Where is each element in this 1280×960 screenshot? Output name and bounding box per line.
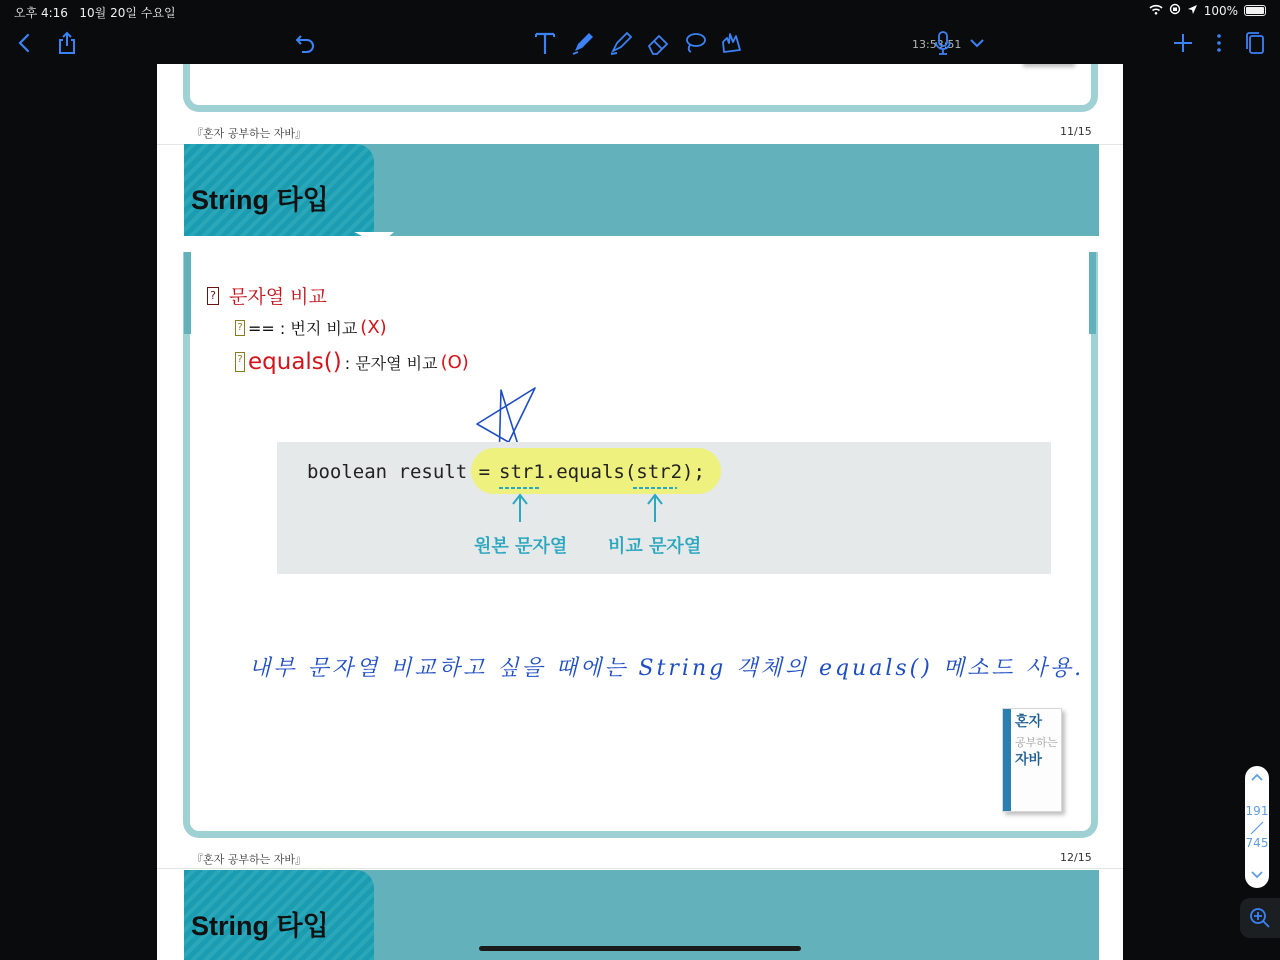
previous-footer-title: 『혼자 공부하는 자바』 <box>192 127 307 140</box>
book-cover <box>1002 708 1062 812</box>
bullet2-text: : 문자열 비교 <box>344 353 438 373</box>
microphone-button[interactable] <box>928 28 958 58</box>
more-vertical-icon <box>1215 32 1223 54</box>
previous-footer-page: 11/15 <box>1060 125 1092 138</box>
text-tool-button[interactable] <box>530 28 560 58</box>
code-prefix: boolean result = <box>307 461 502 483</box>
bullet-icon: ? <box>207 287 219 305</box>
eraser-icon <box>645 30 671 56</box>
location-icon <box>1187 4 1198 18</box>
footer-title: 『혼자 공부하는 자바』 <box>192 853 307 866</box>
sub-bullet-icon: ? <box>235 352 245 372</box>
home-indicator <box>479 946 801 951</box>
book-title-line1: 혼자 <box>1015 714 1043 730</box>
pages-icon <box>1244 31 1266 55</box>
battery-icon <box>1244 5 1266 16</box>
slide-title: String 타입 <box>191 185 329 215</box>
chevron-up-icon[interactable] <box>1250 772 1264 782</box>
undo-icon <box>294 32 316 54</box>
page-scroller[interactable] <box>1245 766 1269 888</box>
zoom-in-icon <box>1249 907 1271 929</box>
page-divider <box>157 868 1123 869</box>
chevron-down-icon <box>969 37 985 49</box>
label-original-string: 원본 문자열 <box>474 536 568 557</box>
bullet-equals-compare <box>235 349 469 375</box>
pen-tool-button[interactable] <box>568 28 598 58</box>
bullet1-text: == : 번지 비교 <box>248 319 358 338</box>
lasso-icon <box>682 30 708 56</box>
footer-page: 12/15 <box>1060 851 1092 864</box>
previous-slide <box>183 64 1098 112</box>
total-page-number: 745 <box>1245 836 1269 850</box>
next-slide-title: String 타입 <box>191 911 329 941</box>
handwritten-note: 내부 문자열 비교하고 싶을 때에는 String 객체의 equals() 메소드 사용. <box>249 656 1085 681</box>
bullet2-method: equals() <box>248 349 342 375</box>
pages-button[interactable] <box>1240 28 1270 58</box>
shape-tool-icon <box>718 30 744 56</box>
recording-menu-button[interactable] <box>962 28 992 58</box>
right-accent <box>1089 252 1096 334</box>
status-right <box>1149 3 1266 18</box>
bullet2-mark: (O) <box>440 351 469 373</box>
text-tool-icon <box>533 30 557 56</box>
microphone-icon <box>933 30 953 56</box>
left-accent <box>184 252 191 334</box>
label-compare-string: 비교 문자열 <box>608 536 702 557</box>
back-button[interactable] <box>10 28 40 58</box>
undo-button[interactable] <box>290 28 320 58</box>
rotation-lock-icon <box>1169 3 1181 18</box>
toolbar <box>0 22 1280 64</box>
bullet1-mark: (X) <box>360 317 387 338</box>
wifi-icon <box>1149 4 1163 18</box>
plus-icon <box>1172 32 1194 54</box>
lasso-tool-button[interactable] <box>680 28 710 58</box>
chevron-left-icon <box>15 32 35 54</box>
section-heading-text: 문자열 비교 <box>229 286 327 308</box>
add-page-button[interactable] <box>1168 28 1198 58</box>
shape-tool-button[interactable] <box>716 28 746 58</box>
bullet-address-compare <box>235 316 387 339</box>
highlighter-tool-button[interactable] <box>606 28 636 58</box>
share-icon <box>56 31 78 55</box>
pen-icon <box>570 30 596 56</box>
recording-clock: 13:53:51 <box>912 38 962 51</box>
book-title-line2: 공부하는 <box>1015 736 1058 749</box>
battery-percent: 100% <box>1203 3 1238 18</box>
page-slash-icon <box>1249 820 1265 836</box>
eraser-tool-button[interactable] <box>643 28 673 58</box>
code-expression: str1.equals(str2); <box>499 461 705 483</box>
chevron-down-icon[interactable] <box>1250 870 1264 880</box>
status-time-date: 오후 4:16 10월 20일 수요일 <box>14 6 176 20</box>
more-button[interactable] <box>1204 28 1234 58</box>
section-heading <box>207 282 327 309</box>
share-button[interactable] <box>52 28 82 58</box>
zoom-button[interactable] <box>1240 898 1280 938</box>
book-title-line3: 자바 <box>1015 752 1043 768</box>
code-arrows <box>497 482 697 528</box>
current-page-number: 191 <box>1245 804 1269 818</box>
document-canvas[interactable] <box>157 64 1123 960</box>
sub-bullet-icon: ? <box>235 320 245 336</box>
highlighter-icon <box>608 30 634 56</box>
status-bar <box>0 0 1280 22</box>
